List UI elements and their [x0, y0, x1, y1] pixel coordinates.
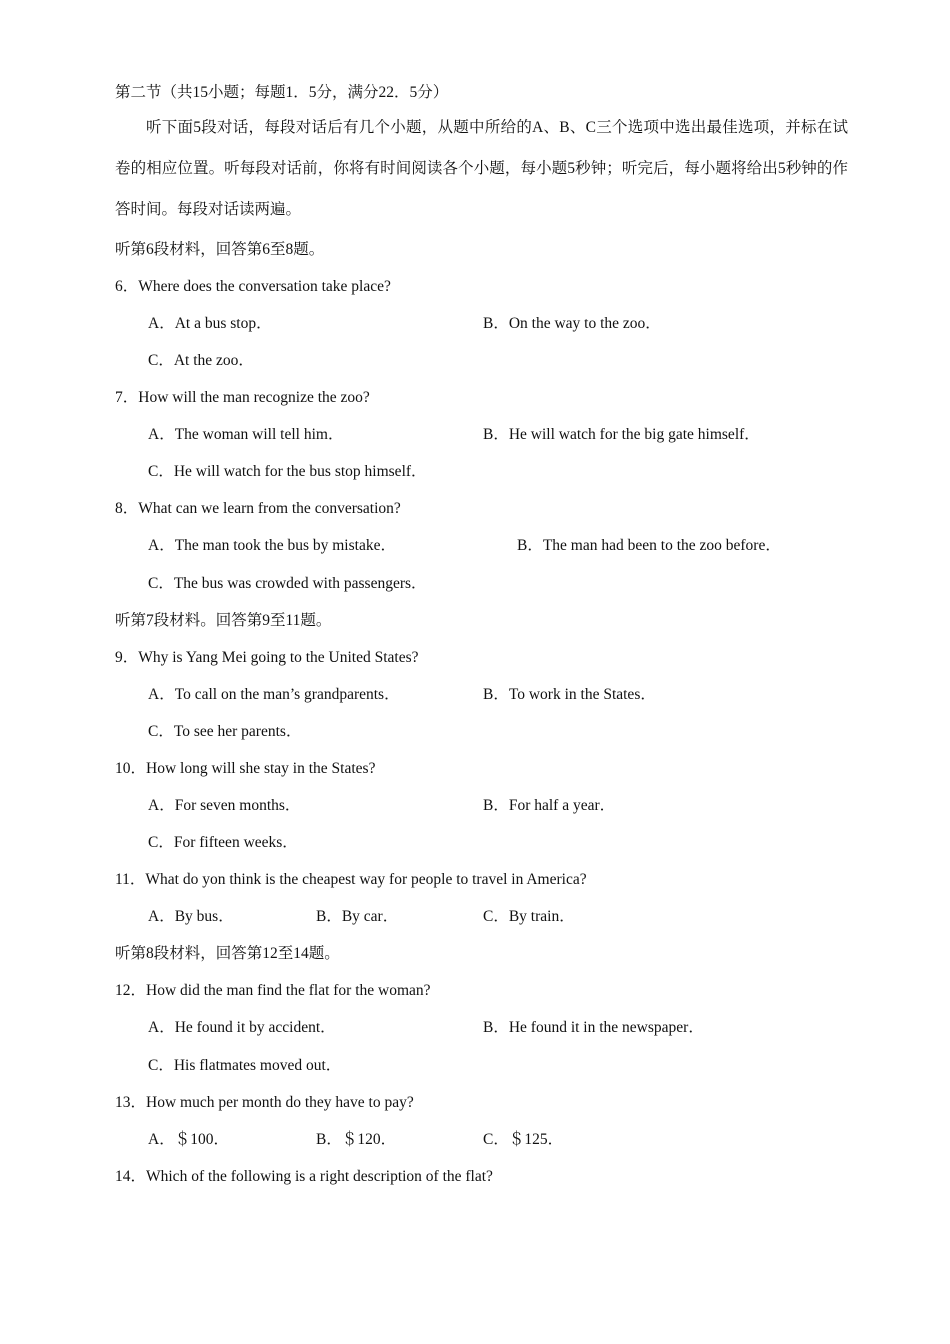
question-8-stem: 8．What can we learn from the conversation? — [115, 500, 401, 517]
question-10-stem: 10．How long will she stay in the States? — [115, 760, 376, 777]
question-14-stem: 14．Which of the following is a right description of the flat? — [115, 1168, 493, 1185]
question-10-option-b[interactable]: B．For half a year． — [483, 797, 616, 814]
question-7-option-a[interactable]: A．The woman will tell him． — [148, 426, 344, 443]
question-7-option-b[interactable]: B．He will watch for the big gate himself． — [483, 426, 760, 443]
question-12-option-a[interactable]: A．He found it by accident． — [148, 1019, 336, 1036]
question-6-stem: 6．Where does the conversation take place? — [115, 278, 391, 295]
question-11-option-c[interactable]: C．By train． — [483, 908, 575, 925]
question-9-option-a[interactable]: A．To call on the man’s grandparents． — [148, 686, 400, 703]
question-8-option-b[interactable]: B．The man had been to the zoo before． — [517, 537, 781, 554]
material-6-heading: 听第6段材料，回答第6至8题。 — [115, 241, 325, 258]
question-6-option-a[interactable]: A．At a bus stop． — [148, 315, 272, 332]
question-9-option-c[interactable]: C．To see her parents． — [148, 723, 302, 740]
question-13-option-c[interactable]: C．＄125． — [483, 1131, 564, 1148]
question-10-option-c[interactable]: C．For fifteen weeks． — [148, 834, 298, 851]
question-11-option-a[interactable]: A．By bus． — [148, 908, 234, 925]
question-8-option-c[interactable]: C．The bus was crowded with passengers． — [148, 575, 427, 592]
material-7-heading: 听第7段材料。回答第9至11题。 — [115, 612, 332, 629]
question-11-stem: 11．What do yon think is the cheapest way for people to travel in America? — [115, 871, 587, 888]
question-9-option-b[interactable]: B．To work in the States． — [483, 686, 656, 703]
question-9-stem: 9．Why is Yang Mei going to the United States? — [115, 649, 419, 666]
question-6-option-b[interactable]: B．On the way to the zoo． — [483, 315, 661, 332]
question-6-option-c[interactable]: C．At the zoo． — [148, 352, 254, 369]
question-13-option-a[interactable]: A．＄100． — [148, 1131, 229, 1148]
question-11-option-b[interactable]: B．By car． — [316, 908, 399, 925]
question-8-option-a[interactable]: A．The man took the bus by mistake． — [148, 537, 396, 554]
question-10-option-a[interactable]: A．For seven months． — [148, 797, 301, 814]
question-13-stem: 13．How much per month do they have to pay? — [115, 1094, 414, 1111]
section-header: 第二节（共15小题；每题1．5分，满分22．5分） — [115, 84, 449, 101]
question-12-option-c[interactable]: C．His flatmates moved out． — [148, 1057, 342, 1074]
question-7-stem: 7．How will the man recognize the zoo? — [115, 389, 370, 406]
question-12-option-b[interactable]: B．He found it in the newspaper． — [483, 1019, 704, 1036]
instructions: 听下面5段对话，每段对话后有几个小题，从题中所给的A、B、C三个选项中选出最佳选项，并标在试卷的相应位置。听每段对话前，你将有时间阅读各个小题，每小题5秒钟；听完后，每小题将给出5秒钟的作答时间。每段对话读两遍。 — [115, 119, 848, 218]
question-13-option-b[interactable]: B．＄120． — [316, 1131, 397, 1148]
material-8-heading: 听第8段材料，回答第12至14题。 — [115, 945, 340, 962]
question-7-option-c[interactable]: C．He will watch for the bus stop himself． — [148, 463, 427, 480]
question-12-stem: 12．How did the man find the flat for the woman? — [115, 982, 431, 999]
